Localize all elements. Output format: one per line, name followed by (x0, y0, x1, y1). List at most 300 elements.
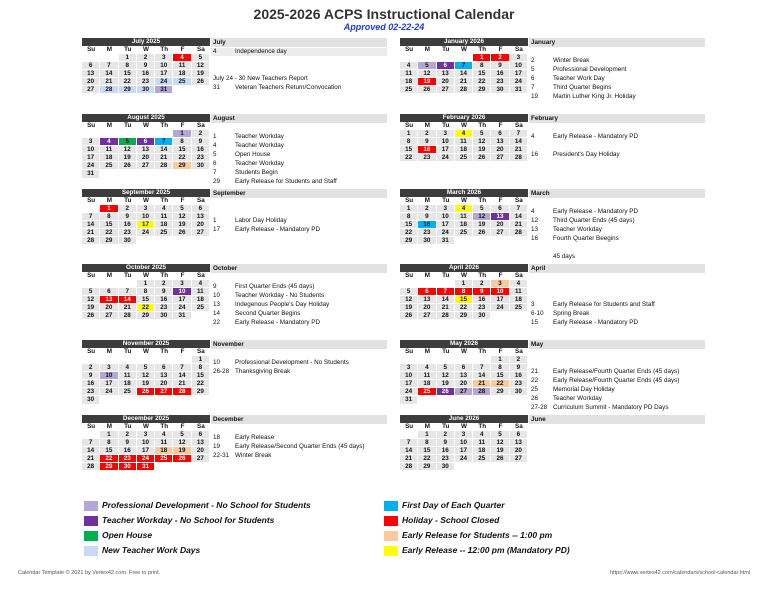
legend-swatch (84, 501, 98, 511)
event-text: Second Quarter Begins (235, 310, 301, 317)
day-cell: 20 (82, 78, 100, 86)
empty-cell (418, 356, 436, 364)
event-date: 16 (531, 151, 539, 158)
day-cell: 3 (137, 431, 155, 439)
day-cell: 28 (437, 312, 455, 320)
event-row (211, 142, 284, 150)
calendar-apr (400, 264, 528, 320)
event-row (211, 178, 337, 186)
day-cell: 12 (173, 439, 191, 447)
event-date: 22-31 (213, 452, 230, 459)
day-cell: 6 (491, 130, 509, 138)
empty-cell (418, 54, 436, 62)
day-cell: 4 (418, 364, 436, 372)
weekday-header: Sa (192, 348, 210, 356)
day-cell: 3 (437, 205, 455, 213)
day-cell: 29 (137, 312, 155, 320)
event-date: 21 (531, 368, 539, 375)
event-text: Teacher Workday (235, 142, 284, 149)
event-row (529, 93, 636, 101)
day-cell: 7 (510, 130, 528, 138)
weekday-header: W (137, 348, 155, 356)
events-sep (211, 189, 387, 233)
day-cell: 11 (455, 138, 473, 146)
legend-item-openhouse (84, 530, 152, 541)
legend-label: Open House (102, 530, 153, 540)
empty-cell (400, 54, 418, 62)
empty-cell (473, 356, 491, 364)
day-cell: 4 (510, 280, 528, 288)
day-cell: 6 (137, 138, 155, 146)
empty-cell (418, 280, 436, 288)
events-month-header: July (211, 38, 387, 47)
day-cell: 22 (473, 78, 491, 86)
day-cell: 14 (400, 447, 418, 455)
day-cell: 30 (119, 463, 137, 471)
day-cell: 13 (418, 296, 436, 304)
day-cell: 12 (491, 439, 509, 447)
day-cell: 28 (510, 229, 528, 237)
event-text: Fourth Quarter Beegins (553, 235, 619, 242)
day-cell: 1 (100, 205, 118, 213)
day-cell: 13 (100, 296, 118, 304)
empty-cell (437, 396, 455, 404)
day-cell: 8 (418, 439, 436, 447)
day-cell: 12 (473, 213, 491, 221)
month-header: May 2026 (400, 340, 528, 348)
day-cell: 16 (192, 146, 210, 154)
day-cell: 1 (455, 280, 473, 288)
events-jul (211, 38, 387, 91)
day-cell: 7 (510, 205, 528, 213)
day-cell: 19 (119, 154, 137, 162)
day-cell: 9 (155, 288, 173, 296)
event-row (529, 66, 627, 74)
weekday-header: M (418, 122, 436, 130)
day-cell: 26 (137, 388, 155, 396)
event-row (211, 292, 324, 300)
event-text: Early Release - Mandatory PD (553, 133, 639, 140)
day-cell: 14 (455, 70, 473, 78)
day-cell: 27 (100, 312, 118, 320)
empty-cell (437, 356, 455, 364)
day-cell: 8 (400, 213, 418, 221)
day-cell: 20 (491, 221, 509, 229)
day-cell: 22 (100, 455, 118, 463)
day-cell: 29 (192, 388, 210, 396)
day-cell: 24 (82, 162, 100, 170)
day-cell: 1 (473, 54, 491, 62)
day-cell: 23 (192, 154, 210, 162)
day-cell: 25 (173, 78, 191, 86)
legend-item-holiday (384, 515, 499, 526)
day-cell: 23 (137, 78, 155, 86)
month-header: September 2025 (82, 189, 210, 197)
day-cell: 14 (100, 70, 118, 78)
weekday-header: Sa (192, 423, 210, 431)
legend-swatch (84, 546, 98, 556)
day-cell: 3 (437, 130, 455, 138)
weekday-header: W (137, 197, 155, 205)
event-date: 1 (213, 133, 217, 140)
day-cell: 24 (155, 78, 173, 86)
day-cell: 24 (173, 304, 191, 312)
weekday-header: Th (155, 122, 173, 130)
day-cell: 5 (473, 205, 491, 213)
event-row (211, 48, 387, 56)
day-cell: 18 (418, 380, 436, 388)
day-cell: 19 (473, 146, 491, 154)
day-cell: 19 (491, 447, 509, 455)
day-cell: 12 (192, 62, 210, 70)
day-cell: 22 (491, 380, 509, 388)
events-month-header: June (529, 415, 705, 424)
empty-cell (437, 280, 455, 288)
event-row (211, 452, 271, 460)
day-cell: 11 (192, 288, 210, 296)
day-cell: 7 (455, 62, 473, 70)
weekday-header: Th (473, 46, 491, 54)
event-text: Early Release for Students and Staff (235, 178, 337, 185)
calendar-jan (400, 38, 528, 94)
weekday-header: F (173, 348, 191, 356)
day-cell: 6 (100, 288, 118, 296)
day-cell: 19 (173, 447, 191, 455)
event-row (211, 84, 341, 92)
empty-cell (473, 463, 491, 471)
day-cell: 8 (100, 213, 118, 221)
weekday-header: Su (82, 197, 100, 205)
empty-cell (455, 237, 473, 245)
day-cell: 18 (173, 70, 191, 78)
day-cell: 21 (400, 455, 418, 463)
day-cell: 1 (400, 130, 418, 138)
empty-cell (418, 396, 436, 404)
event-text: Winter Break (235, 452, 272, 459)
day-cell: 13 (192, 439, 210, 447)
day-cell: 27 (155, 388, 173, 396)
day-cell: 27 (137, 162, 155, 170)
empty-cell (100, 396, 118, 404)
day-cell: 20 (100, 304, 118, 312)
day-cell: 31 (155, 86, 173, 94)
empty-cell (173, 356, 191, 364)
empty-cell (100, 356, 118, 364)
day-cell: 21 (473, 380, 491, 388)
events-month-header: May (529, 340, 705, 349)
day-cell: 18 (119, 380, 137, 388)
day-cell: 1 (400, 205, 418, 213)
month-header: August 2025 (82, 114, 210, 122)
weekday-header: F (491, 348, 509, 356)
calendar-mar (400, 189, 528, 245)
weekday-header: W (455, 197, 473, 205)
day-cell: 18 (192, 296, 210, 304)
month-header: January 2026 (400, 38, 528, 46)
weekday-header: Th (473, 348, 491, 356)
weekday-header: Su (400, 423, 418, 431)
day-cell: 12 (173, 213, 191, 221)
day-cell: 6 (192, 431, 210, 439)
day-cell: 25 (455, 154, 473, 162)
day-cell: 10 (137, 439, 155, 447)
day-cell: 24 (137, 455, 155, 463)
footer-left: Calendar Template © 2021 by Vertex42.com. Free to print. (18, 570, 161, 576)
event-row (529, 133, 638, 141)
empty-cell (455, 396, 473, 404)
weekday-header: M (100, 122, 118, 130)
day-cell: 16 (473, 296, 491, 304)
empty-cell (510, 312, 528, 320)
day-cell: 21 (510, 221, 528, 229)
weekday-header: Sa (192, 197, 210, 205)
day-cell: 25 (418, 388, 436, 396)
calendar-feb (400, 114, 528, 162)
day-cell: 26 (491, 455, 509, 463)
weekday-header: F (491, 272, 509, 280)
event-date: 9 (213, 283, 217, 290)
weekday-header: F (491, 197, 509, 205)
day-cell: 30 (119, 237, 137, 245)
day-cell: 15 (100, 221, 118, 229)
weekday-header: Tu (119, 197, 137, 205)
empty-cell (491, 312, 509, 320)
day-cell: 16 (137, 70, 155, 78)
empty-cell (82, 130, 100, 138)
events-dec (211, 415, 387, 459)
event-text: Winter Break (553, 57, 590, 64)
day-cell: 6 (437, 62, 455, 70)
day-cell: 7 (473, 364, 491, 372)
event-row (211, 434, 274, 442)
empty-cell (155, 463, 173, 471)
day-cell: 25 (119, 388, 137, 396)
day-cell: 4 (192, 280, 210, 288)
calendar-nov (82, 340, 210, 405)
events-jan (529, 38, 705, 100)
day-cell: 2 (137, 54, 155, 62)
day-cell: 30 (510, 388, 528, 396)
event-row (211, 283, 314, 291)
day-cell: 25 (155, 455, 173, 463)
events-aug (211, 114, 387, 185)
day-cell: 16 (491, 70, 509, 78)
day-cell: 21 (82, 455, 100, 463)
empty-cell (155, 170, 173, 178)
weekday-header: Su (82, 122, 100, 130)
day-cell: 12 (473, 138, 491, 146)
empty-cell (100, 130, 118, 138)
day-cell: 28 (100, 86, 118, 94)
legend-item-firstday (384, 500, 505, 511)
event-date: 22 (531, 377, 539, 384)
day-cell: 13 (437, 70, 455, 78)
weekday-header: Tu (119, 46, 137, 54)
event-text: Students Begin (235, 169, 278, 176)
empty-cell (400, 356, 418, 364)
day-cell: 6 (491, 205, 509, 213)
empty-cell (192, 86, 210, 94)
event-row (529, 217, 635, 225)
day-cell: 21 (455, 78, 473, 86)
calendar-jun (400, 415, 528, 471)
day-cell: 19 (82, 304, 100, 312)
day-cell: 4 (155, 205, 173, 213)
day-cell: 27 (82, 86, 100, 94)
day-cell: 20 (437, 78, 455, 86)
day-cell: 31 (137, 463, 155, 471)
day-cell: 6 (155, 364, 173, 372)
day-cell: 12 (437, 372, 455, 380)
empty-cell (455, 463, 473, 471)
event-row (529, 377, 679, 385)
weekday-header: Tu (437, 122, 455, 130)
event-row (529, 151, 620, 159)
day-cell: 24 (437, 154, 455, 162)
day-cell: 18 (473, 447, 491, 455)
day-cell: 20 (192, 221, 210, 229)
day-cell: 7 (437, 288, 455, 296)
weekday-header: Sa (510, 197, 528, 205)
day-cell: 21 (173, 380, 191, 388)
event-row (211, 301, 329, 309)
day-cell: 13 (155, 372, 173, 380)
day-cell: 6 (418, 288, 436, 296)
day-cell: 11 (400, 70, 418, 78)
empty-cell (137, 396, 155, 404)
weekday-header: Th (155, 423, 173, 431)
day-cell: 26 (82, 312, 100, 320)
event-row (211, 75, 308, 83)
empty-cell (400, 431, 418, 439)
event-row (529, 301, 655, 309)
legend-item-pd (84, 500, 311, 511)
day-cell: 4 (400, 62, 418, 70)
weekday-header: M (418, 348, 436, 356)
event-row (211, 319, 320, 327)
weekday-header: Su (82, 423, 100, 431)
day-cell: 26 (400, 312, 418, 320)
event-text: Early Release/Fourth Quarter Ends (45 days) (553, 377, 680, 384)
event-date: 26 (531, 395, 539, 402)
day-cell: 5 (437, 364, 455, 372)
event-date: 31 (213, 84, 221, 91)
day-cell: 13 (192, 213, 210, 221)
day-cell: 20 (192, 447, 210, 455)
day-cell: 8 (119, 62, 137, 70)
day-cell: 14 (473, 372, 491, 380)
day-cell: 25 (155, 229, 173, 237)
day-cell: 4 (455, 130, 473, 138)
day-cell: 27 (491, 229, 509, 237)
day-cell: 8 (473, 62, 491, 70)
day-cell: 13 (491, 138, 509, 146)
weekday-header: F (173, 423, 191, 431)
day-cell: 11 (100, 146, 118, 154)
event-date: 16 (531, 235, 539, 242)
day-cell: 5 (418, 62, 436, 70)
day-cell: 14 (173, 372, 191, 380)
event-date: 4 (213, 142, 217, 149)
event-row (211, 217, 287, 225)
event-row (529, 319, 638, 327)
event-row (211, 160, 284, 168)
legend-swatch (84, 531, 98, 541)
event-date: 6 (213, 160, 217, 167)
calendar-jul (82, 38, 210, 94)
day-cell: 3 (155, 54, 173, 62)
footer-right: https://www.vertex42.com/calendars/school-calendar.html (609, 570, 750, 576)
day-cell: 17 (173, 296, 191, 304)
day-cell: 2 (82, 364, 100, 372)
empty-cell (100, 170, 118, 178)
day-cell: 16 (119, 221, 137, 229)
day-cell: 3 (455, 431, 473, 439)
day-cell: 21 (155, 154, 173, 162)
day-cell: 9 (418, 138, 436, 146)
day-cell: 7 (82, 213, 100, 221)
day-cell: 24 (455, 455, 473, 463)
day-cell: 20 (418, 304, 436, 312)
legend-swatch (384, 516, 398, 526)
empty-cell (510, 463, 528, 471)
day-cell: 30 (155, 312, 173, 320)
day-cell: 23 (473, 304, 491, 312)
day-cell: 1 (173, 130, 191, 138)
empty-cell (192, 396, 210, 404)
day-cell: 26 (418, 86, 436, 94)
empty-cell (437, 54, 455, 62)
day-cell: 15 (491, 372, 509, 380)
day-cell: 16 (82, 380, 100, 388)
day-cell: 1 (192, 356, 210, 364)
event-text: Third Quarter Begins (553, 84, 612, 91)
day-cell: 10 (173, 288, 191, 296)
day-cell: 18 (100, 154, 118, 162)
day-cell: 10 (82, 146, 100, 154)
day-cell: 1 (137, 280, 155, 288)
day-cell: 8 (491, 364, 509, 372)
weekday-header: Su (400, 197, 418, 205)
day-cell: 24 (437, 229, 455, 237)
day-cell: 18 (155, 221, 173, 229)
day-cell: 8 (173, 138, 191, 146)
day-cell: 14 (510, 138, 528, 146)
day-cell: 25 (510, 304, 528, 312)
month-header: November 2025 (82, 340, 210, 348)
calendar-may (400, 340, 528, 405)
day-cell: 12 (82, 296, 100, 304)
weekday-header: F (491, 423, 509, 431)
event-text: Third Quarter Ends (45 days) (553, 217, 635, 224)
event-row (529, 84, 611, 92)
event-row (211, 226, 320, 234)
empty-cell (137, 170, 155, 178)
events-jun (529, 415, 705, 424)
day-cell: 17 (437, 146, 455, 154)
empty-cell (82, 280, 100, 288)
weekday-header: W (137, 423, 155, 431)
day-cell: 20 (455, 380, 473, 388)
day-cell: 19 (473, 221, 491, 229)
empty-cell (491, 237, 509, 245)
weekday-header: F (173, 272, 191, 280)
event-date: 13 (213, 301, 221, 308)
weekday-header: W (137, 46, 155, 54)
day-cell: 12 (119, 146, 137, 154)
day-cell: 13 (82, 70, 100, 78)
day-cell: 6 (455, 364, 473, 372)
